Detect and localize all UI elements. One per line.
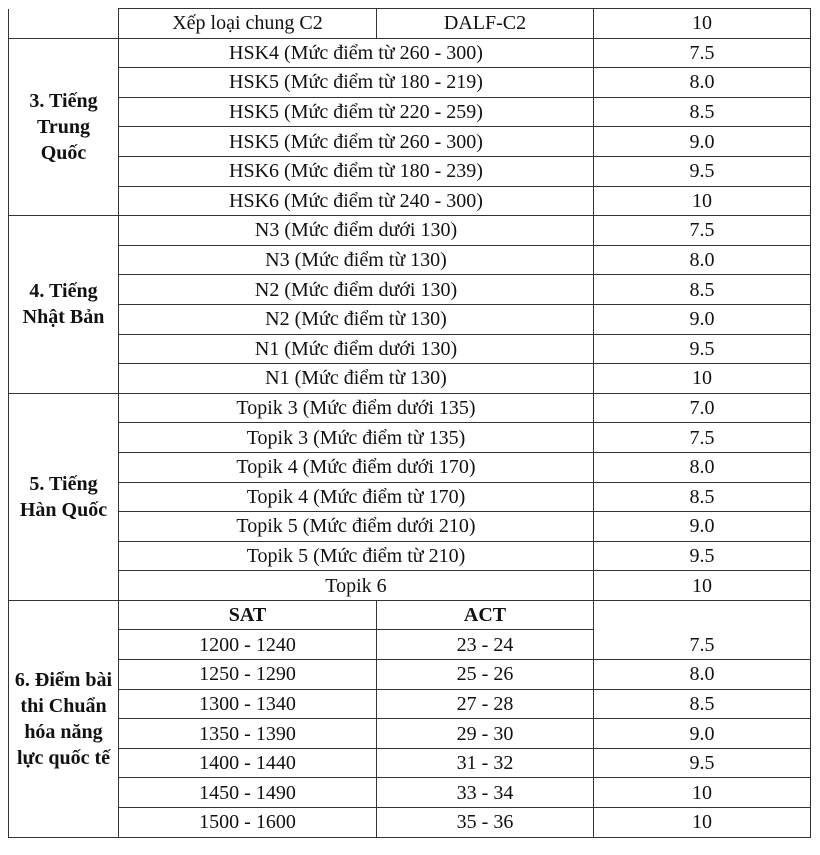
- table-row: [9, 512, 811, 542]
- category-chinese: 3. Tiếng Trung Quốc: [9, 38, 119, 216]
- sat-range: 1200 - 1240: [119, 630, 377, 660]
- certificate-label: Xếp loại chung C2: [119, 9, 377, 39]
- act-header: ACT: [377, 600, 594, 630]
- table-row: [9, 393, 811, 423]
- converted-score: 9.0: [594, 719, 811, 749]
- converted-score: 7.5: [594, 630, 811, 660]
- converted-score: 8.5: [594, 275, 811, 305]
- converted-score: 9.0: [594, 512, 811, 542]
- converted-score: 10: [594, 808, 811, 838]
- table-row: [9, 452, 811, 482]
- converted-score: 8.0: [594, 452, 811, 482]
- converted-score: 9.5: [594, 748, 811, 778]
- certificate-label: N1 (Mức điểm từ 130): [119, 364, 594, 394]
- act-range: 23 - 24: [377, 630, 594, 660]
- table-row: [9, 38, 811, 68]
- converted-score: 7.0: [594, 393, 811, 423]
- converted-score: 9.0: [594, 304, 811, 334]
- score-conversion-table: [8, 8, 811, 838]
- certificate-label: N2 (Mức điểm từ 130): [119, 304, 594, 334]
- table-row: [9, 186, 811, 216]
- table-row: [9, 334, 811, 364]
- certificate-label: Topik 4 (Mức điểm dưới 170): [119, 452, 594, 482]
- converted-score: 7.5: [594, 216, 811, 246]
- sat-header: SAT: [119, 600, 377, 630]
- converted-score: 9.5: [594, 541, 811, 571]
- table-row: [9, 808, 811, 838]
- table-row: [9, 689, 811, 719]
- table-row: [9, 541, 811, 571]
- table-row: [9, 156, 811, 186]
- converted-score: 8.5: [594, 482, 811, 512]
- certificate-label: HSK5 (Mức điểm từ 180 - 219): [119, 68, 594, 98]
- act-range: 29 - 30: [377, 719, 594, 749]
- score-header-cell: [594, 600, 811, 630]
- table-row: [9, 9, 811, 39]
- category-japanese: 4. Tiếng Nhật Bản: [9, 216, 119, 394]
- sat-range: 1450 - 1490: [119, 778, 377, 808]
- category-cell: [9, 9, 119, 39]
- sat-range: 1400 - 1440: [119, 748, 377, 778]
- table-row: [9, 660, 811, 690]
- table-row: [9, 571, 811, 601]
- converted-score: 10: [594, 364, 811, 394]
- table-row: [9, 304, 811, 334]
- converted-score: 9.0: [594, 127, 811, 157]
- certificate-label: Topik 5 (Mức điểm từ 210): [119, 541, 594, 571]
- certificate-label: Topik 5 (Mức điểm dưới 210): [119, 512, 594, 542]
- category-standardized: 6. Điểm bài thi Chuẩn hóa năng lực quốc tế: [9, 600, 119, 837]
- converted-score: 10: [594, 9, 811, 39]
- table-row: [9, 630, 811, 660]
- certificate-label: N1 (Mức điểm dưới 130): [119, 334, 594, 364]
- converted-score: 8.5: [594, 689, 811, 719]
- certificate-label: N2 (Mức điểm dưới 130): [119, 275, 594, 305]
- converted-score: 8.0: [594, 660, 811, 690]
- converted-score: 10: [594, 186, 811, 216]
- table-row: [9, 748, 811, 778]
- sat-range: 1250 - 1290: [119, 660, 377, 690]
- converted-score: 8.0: [594, 245, 811, 275]
- table-row: [9, 778, 811, 808]
- converted-score: 10: [594, 571, 811, 601]
- category-korean: 5. Tiếng Hàn Quốc: [9, 393, 119, 600]
- converted-score: 10: [594, 778, 811, 808]
- sat-range: 1500 - 1600: [119, 808, 377, 838]
- converted-score: 8.0: [594, 68, 811, 98]
- act-range: 27 - 28: [377, 689, 594, 719]
- converted-score: 8.5: [594, 97, 811, 127]
- table-row: [9, 68, 811, 98]
- sat-range: 1300 - 1340: [119, 689, 377, 719]
- table-header-row: [9, 600, 811, 630]
- act-range: 33 - 34: [377, 778, 594, 808]
- certificate-label: HSK5 (Mức điểm từ 260 - 300): [119, 127, 594, 157]
- table-row: [9, 719, 811, 749]
- certificate-name: DALF-C2: [377, 9, 594, 39]
- certificate-label: HSK6 (Mức điểm từ 180 - 239): [119, 156, 594, 186]
- table-row: [9, 275, 811, 305]
- table-row: [9, 127, 811, 157]
- table-row: [9, 245, 811, 275]
- converted-score: 7.5: [594, 38, 811, 68]
- table-row: [9, 97, 811, 127]
- certificate-label: Topik 3 (Mức điểm dưới 135): [119, 393, 594, 423]
- act-range: 35 - 36: [377, 808, 594, 838]
- certificate-label: HSK6 (Mức điểm từ 240 - 300): [119, 186, 594, 216]
- table-row: [9, 482, 811, 512]
- certificate-label: Topik 4 (Mức điểm từ 170): [119, 482, 594, 512]
- certificate-label: N3 (Mức điểm từ 130): [119, 245, 594, 275]
- act-range: 31 - 32: [377, 748, 594, 778]
- converted-score: 9.5: [594, 334, 811, 364]
- certificate-label: N3 (Mức điểm dưới 130): [119, 216, 594, 246]
- act-range: 25 - 26: [377, 660, 594, 690]
- table-row: [9, 423, 811, 453]
- table-row: [9, 364, 811, 394]
- converted-score: 7.5: [594, 423, 811, 453]
- table-row: [9, 216, 811, 246]
- certificate-label: HSK5 (Mức điểm từ 220 - 259): [119, 97, 594, 127]
- certificate-label: Topik 3 (Mức điểm từ 135): [119, 423, 594, 453]
- sat-range: 1350 - 1390: [119, 719, 377, 749]
- certificate-label: HSK4 (Mức điểm từ 260 - 300): [119, 38, 594, 68]
- converted-score: 9.5: [594, 156, 811, 186]
- certificate-label: Topik 6: [119, 571, 594, 601]
